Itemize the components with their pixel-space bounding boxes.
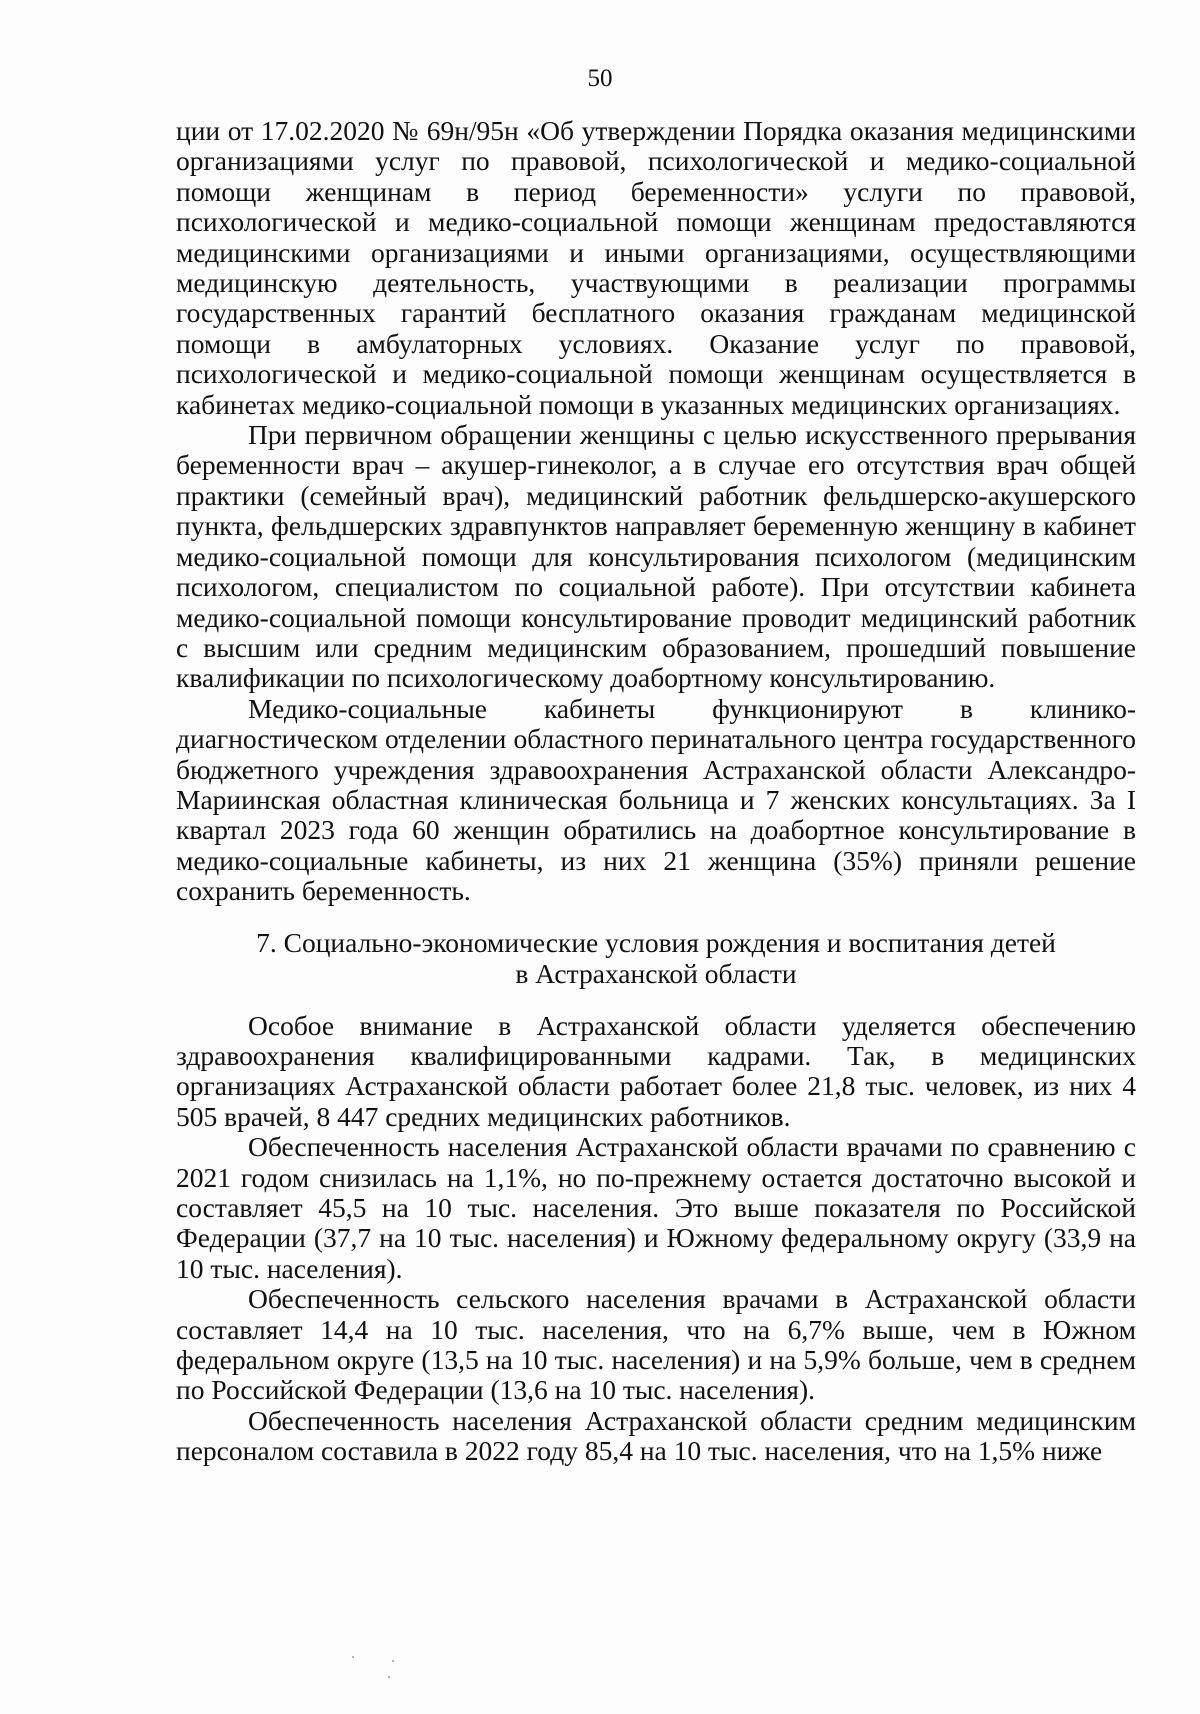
- scan-speck: [388, 1676, 390, 1678]
- paragraph-law-reference: ции от 17.02.2020 № 69н/95н «Об утверждении Порядка оказания медицинскими организациями услуг по правовой, психологической и медико-социальной помощи женщинам в период беременности» услуги по правовой, психологической и медико-социальной помощи женщинам предоставляются медицинскими организациями и иными организациями, осуществляющими медицинскую деятельность, участвующими в реализации программы государственных гарантий бесплатного оказания гражданам медицинской помощи в амбулаторных условиях. Оказание услуг по правовой, психологической и медико-социальной помощи женщинам осуществляется в кабинетах медико-социальной помощи в указанных медицинских организациях.: [176, 115, 1136, 420]
- paragraph-nursing-coverage: Обеспеченность населения Астраханской области средним медицинским персоналом составила в 2022 году 85,4 на 10 тыс. населения, что на 1,5% ниже: [176, 1404, 1136, 1467]
- scan-speck: [392, 1660, 394, 1662]
- paragraph-rural-doctor-coverage: Обеспеченность сельского населения врачами в Астраханской области составляет 14,4 на 10 тыс. населения, что на 6,7% выше, чем в Южном федеральном округе (13,5 на 10 тыс. населения) и на 5,9% больше, чем в среднем по Российской Федерации (13,6 на 10 тыс. населения).: [176, 1283, 1136, 1406]
- section-heading-line-1: 7. Социально-экономические условия рождения и воспитания детей: [256, 926, 1056, 958]
- section-heading: [176, 927, 1136, 989]
- paragraph-first-visit-procedure: При первичном обращении женщины с целью искусственного прерывания беременности врач – акушер-гинеколог, а в случае его отсутствия врач общей практики (семейный врач), медицинский работник фельдшерско-акушерского пункта, фельдшерских здравпунктов направляет беременную женщину в кабинет медико-социальной помощи для консультирования психологом (медицинским психологом, специалистом по социальной работе). При отсутствии кабинета медико-социальной помощи консультирование проводит медицинский работник с высшим или средним медицинским образованием, прошедший повышение квалификации по психологическому доабортному консультированию.: [176, 419, 1136, 694]
- page-body: [176, 116, 1136, 1467]
- section-heading-line-2: в Астраханской области: [515, 957, 797, 989]
- page-number: 50: [587, 65, 613, 92]
- paragraph-doctor-coverage: Обеспеченность населения Астраханской области врачами по сравнению с 2021 годом снизилась на 1,1%, но по-прежнему остается достаточно высокой и составляет 45,5 на 10 тыс. населения. Это выше показателя по Российской Федерации (37,7 на 10 тыс. населения) и Южному федеральному округу (33,9 на 10 тыс. населения).: [176, 1131, 1136, 1284]
- paragraph-medical-social-offices: Медико-социальные кабинеты функционируют в клинико-диагностическом отделении областного перинатального центра государственного бюджетного учреждения здравоохранения Астраханской области Александро-Мариинская областная клиническая больница и 7 женских консультациях. За I квартал 2023 года 60 женщин обратились на доабортное консультирование в медико-социальные кабинеты, из них 21 женщина (35%) приняли решение сохранить беременность.: [176, 692, 1136, 907]
- paragraph-healthcare-staffing: Особое внимание в Астраханской области уделяется обеспечению здравоохранения квалифицированными кадрами. Так, в медицинских организациях Астраханской области работает более 21,8 тыс. человек, из них 4 505 врачей, 8 447 средних медицинских работников.: [176, 1009, 1136, 1132]
- scan-speck: [352, 1656, 354, 1658]
